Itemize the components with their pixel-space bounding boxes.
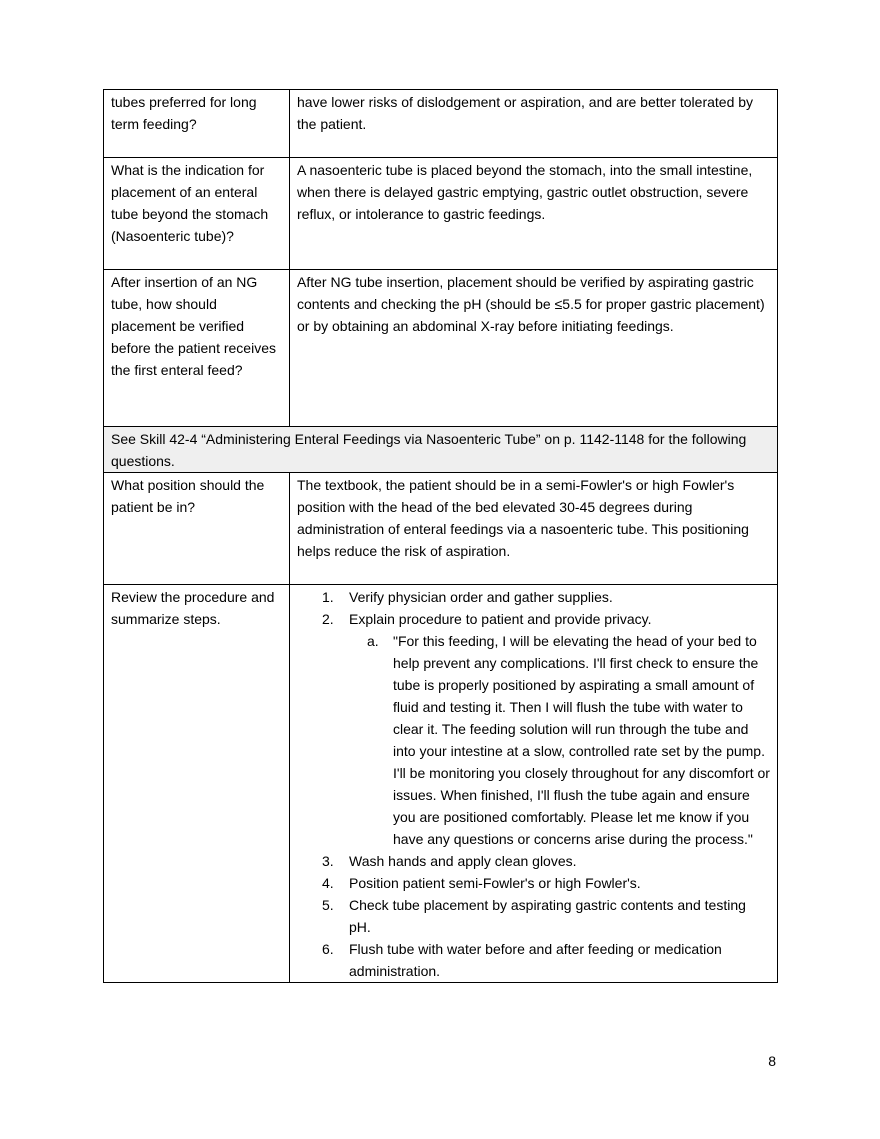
list-item [297,872,770,894]
answer-cell [290,270,778,427]
step-number: 6. [322,941,334,957]
list-item [297,608,770,630]
table-row [104,427,778,473]
step-text: Flush tube with water before and after feeding or medication administration. [349,941,722,979]
substep-letter: a. [367,633,379,649]
procedure-substeps-list [297,630,770,850]
question-cell [104,90,290,158]
step-text: Position patient semi-Fowler's or high Fowler's. [349,875,641,891]
answer-text: The textbook, the patient should be in a semi-Fowler's or high Fowler's position with the head of the bed elevated 30-45 degrees during administration of enteral feedings via a nasoenteric tube. This positioning helps reduce the risk of aspiration. [297,477,749,559]
table-row [104,90,778,158]
step-number: 5. [322,897,334,913]
list-item [297,894,770,938]
step-number: 2. [322,611,334,627]
procedure-steps-list [297,586,770,630]
question-text: What is the indication for placement of an enteral tube beyond the stomach (Nasoenteric tube)? [111,162,269,244]
skill-note-text: See Skill 42-4 “Administering Enteral Feedings via Nasoenteric Tube” on p. 1142-1148 for the following questions. [111,431,747,469]
question-text: tubes preferred for long term feeding? [111,94,257,132]
page-number: 8 [768,1053,776,1069]
table-row [104,270,778,427]
list-item [297,850,770,872]
question-text: What position should the patient be in? [111,477,265,515]
question-text: Review the procedure and summarize steps. [111,589,275,627]
answer-cell [290,90,778,158]
table-row [104,585,778,983]
question-cell [104,158,290,270]
answer-text: A nasoenteric tube is placed beyond the stomach, into the small intestine, when there is delayed gastric emptying, gastric outlet obstruction, severe reflux, or intolerance to gastric feedings. [297,162,753,222]
question-cell [104,585,290,983]
table-row [104,158,778,270]
answer-text: have lower risks of dislodgement or aspiration, and are better tolerated by the patient. [297,94,754,132]
skill-note-cell [104,427,778,473]
procedure-steps-list-continued [297,850,770,982]
step-text: Check tube placement by aspirating gastric contents and testing pH. [349,897,746,935]
question-text: After insertion of an NG tube, how should placement be verified before the patient receives the first enteral feed? [111,274,276,378]
list-item [297,938,770,982]
list-item [297,630,770,850]
step-number: 4. [322,875,334,891]
answer-text: After NG tube insertion, placement should be verified by aspirating gastric contents and checking the pH (should be ≤5.5 for proper gastric placement) or by obtaining an abdominal X-ray before initiating feedings. [297,274,765,334]
answer-cell [290,473,778,585]
step-text: Verify physician order and gather supplies. [349,589,613,605]
list-item [297,586,770,608]
step-number: 1. [322,589,334,605]
substep-text: "For this feeding, I will be elevating the head of your bed to help prevent any complications. I'll first check to ensure the tube is properly positioned by aspirating a small amount of fluid and testing it. Then I will flush the tube with water to clear it. The feeding solution will run through the tube and into your intestine at a slow, controlled rate set by the pump. I'll be monitoring you closely throughout for any discomfort or issues. When finished, I'll flush the tube again and ensure you are positioned comfortably. Please let me know if you have any questions or concerns arise during the process." [393,633,770,847]
table-row [104,473,778,585]
answer-cell [290,585,778,983]
question-cell [104,270,290,427]
question-cell [104,473,290,585]
step-number: 3. [322,853,334,869]
step-text: Explain procedure to patient and provide privacy. [349,611,652,627]
answer-cell [290,158,778,270]
step-text: Wash hands and apply clean gloves. [349,853,577,869]
qa-table [103,89,778,983]
